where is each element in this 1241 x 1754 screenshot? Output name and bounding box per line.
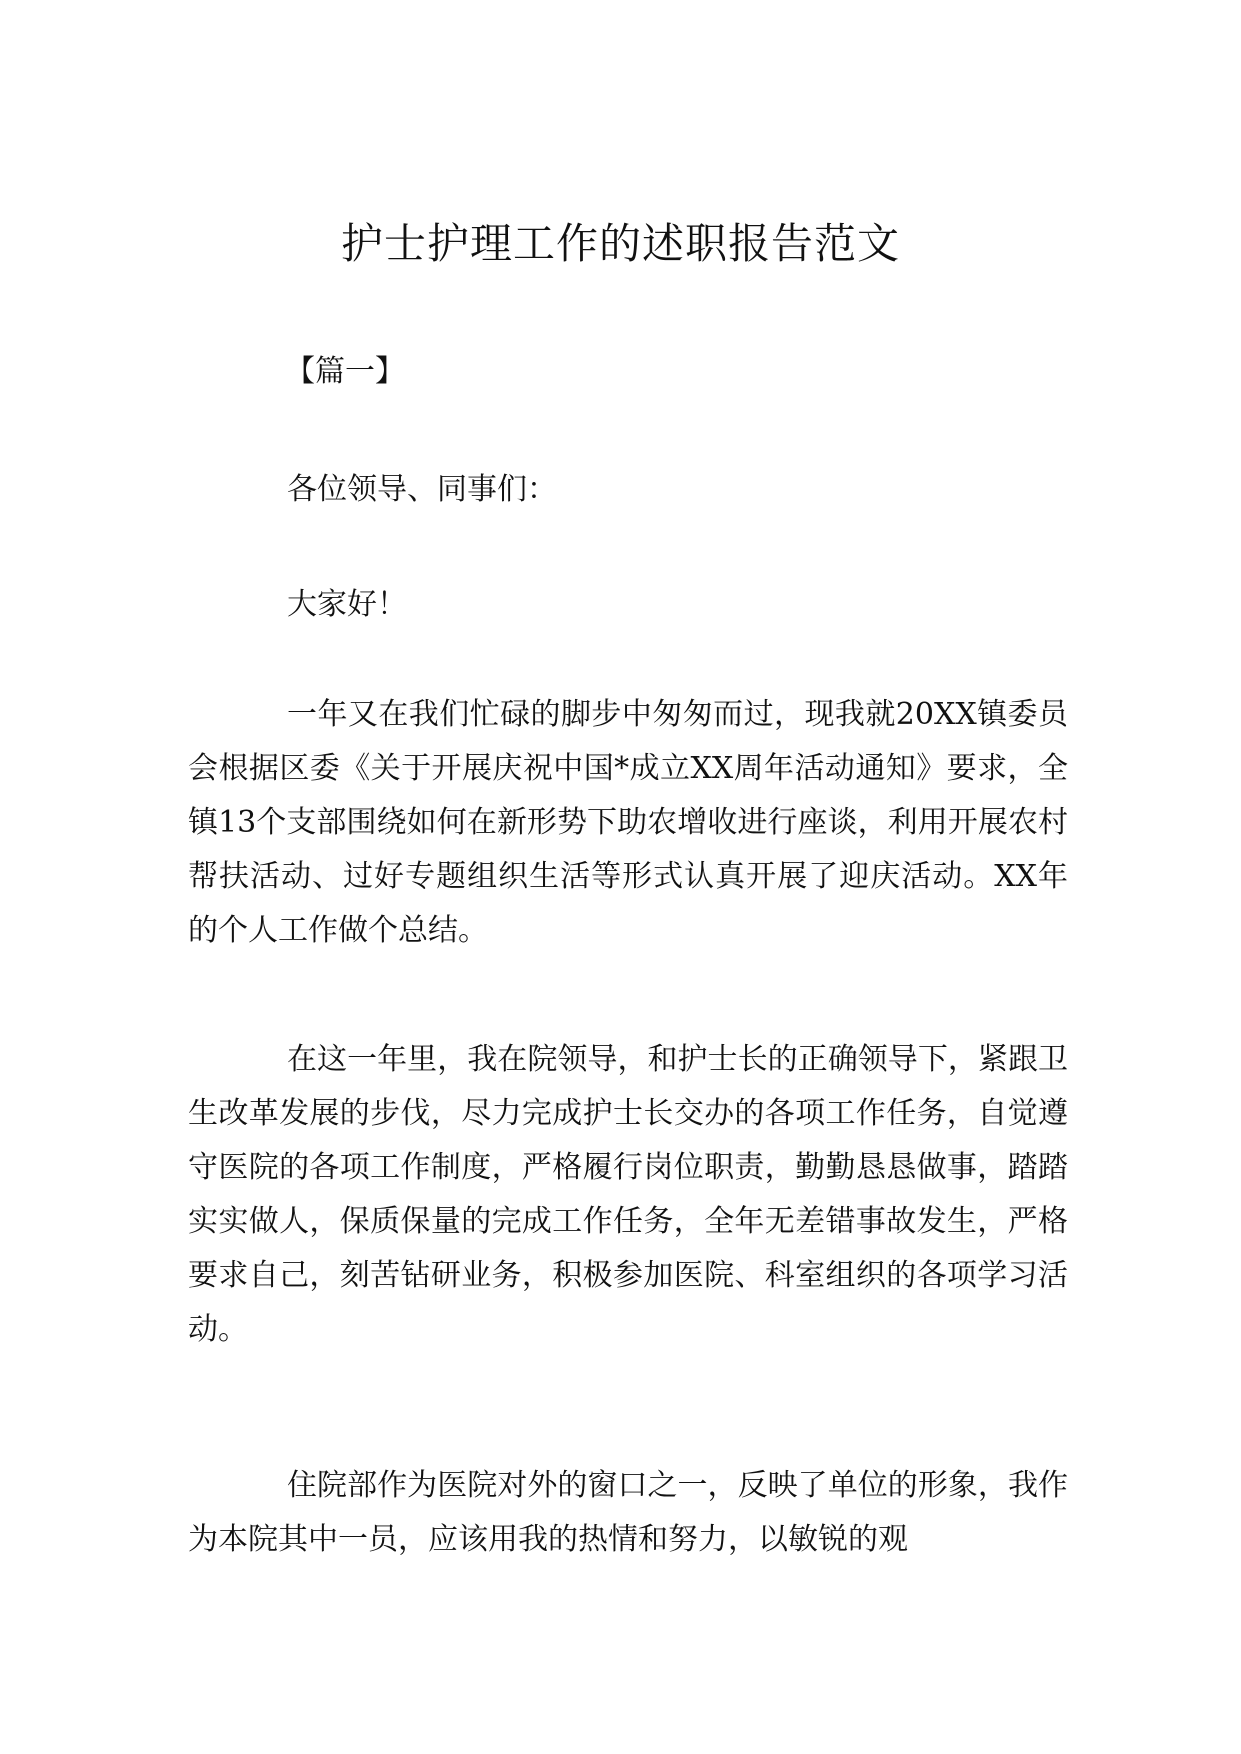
paragraph-2: 在这一年里，我在院领导，和护士长的正确领导下，紧跟卫生改革发展的步伐，尽力完成护士长交办的各项工作任务，自觉遵守医院的各项工作制度，严格履行岗位职责，勤勤恳恳做事，踏踏实实做人，保质保量的完成工作任务，全年无差错事故发生，严格要求自己，刻苦钻研业务，积极参加医院、科室组织的各项学习活动。 bbox=[188, 1042, 1068, 1347]
paragraph-3: 住院部作为医院对外的窗口之一，反映了单位的形象，我作为本院其中一员，应该用我的热情和努力，以敏锐的观 bbox=[188, 1468, 1068, 1557]
greeting: 大家好！ bbox=[287, 587, 407, 622]
salutation: 各位领导、同事们： bbox=[287, 472, 557, 507]
paragraph-1: 一年又在我们忙碌的脚步中匆匆而过，现我就20XX镇委员会根据区委《关于开展庆祝中国*成立XX周年活动通知》要求，全镇13个支部围绕如何在新形势下助农增收进行座谈，利用开展农村帮扶活动、过好专题组织生活等形式认真开展了迎庆活动。XX年的个人工作做个总结。 bbox=[188, 697, 1068, 948]
document-title: 护士护理工作的述职报告范文 bbox=[340, 219, 900, 268]
section-label: 【篇一】 bbox=[285, 354, 405, 389]
